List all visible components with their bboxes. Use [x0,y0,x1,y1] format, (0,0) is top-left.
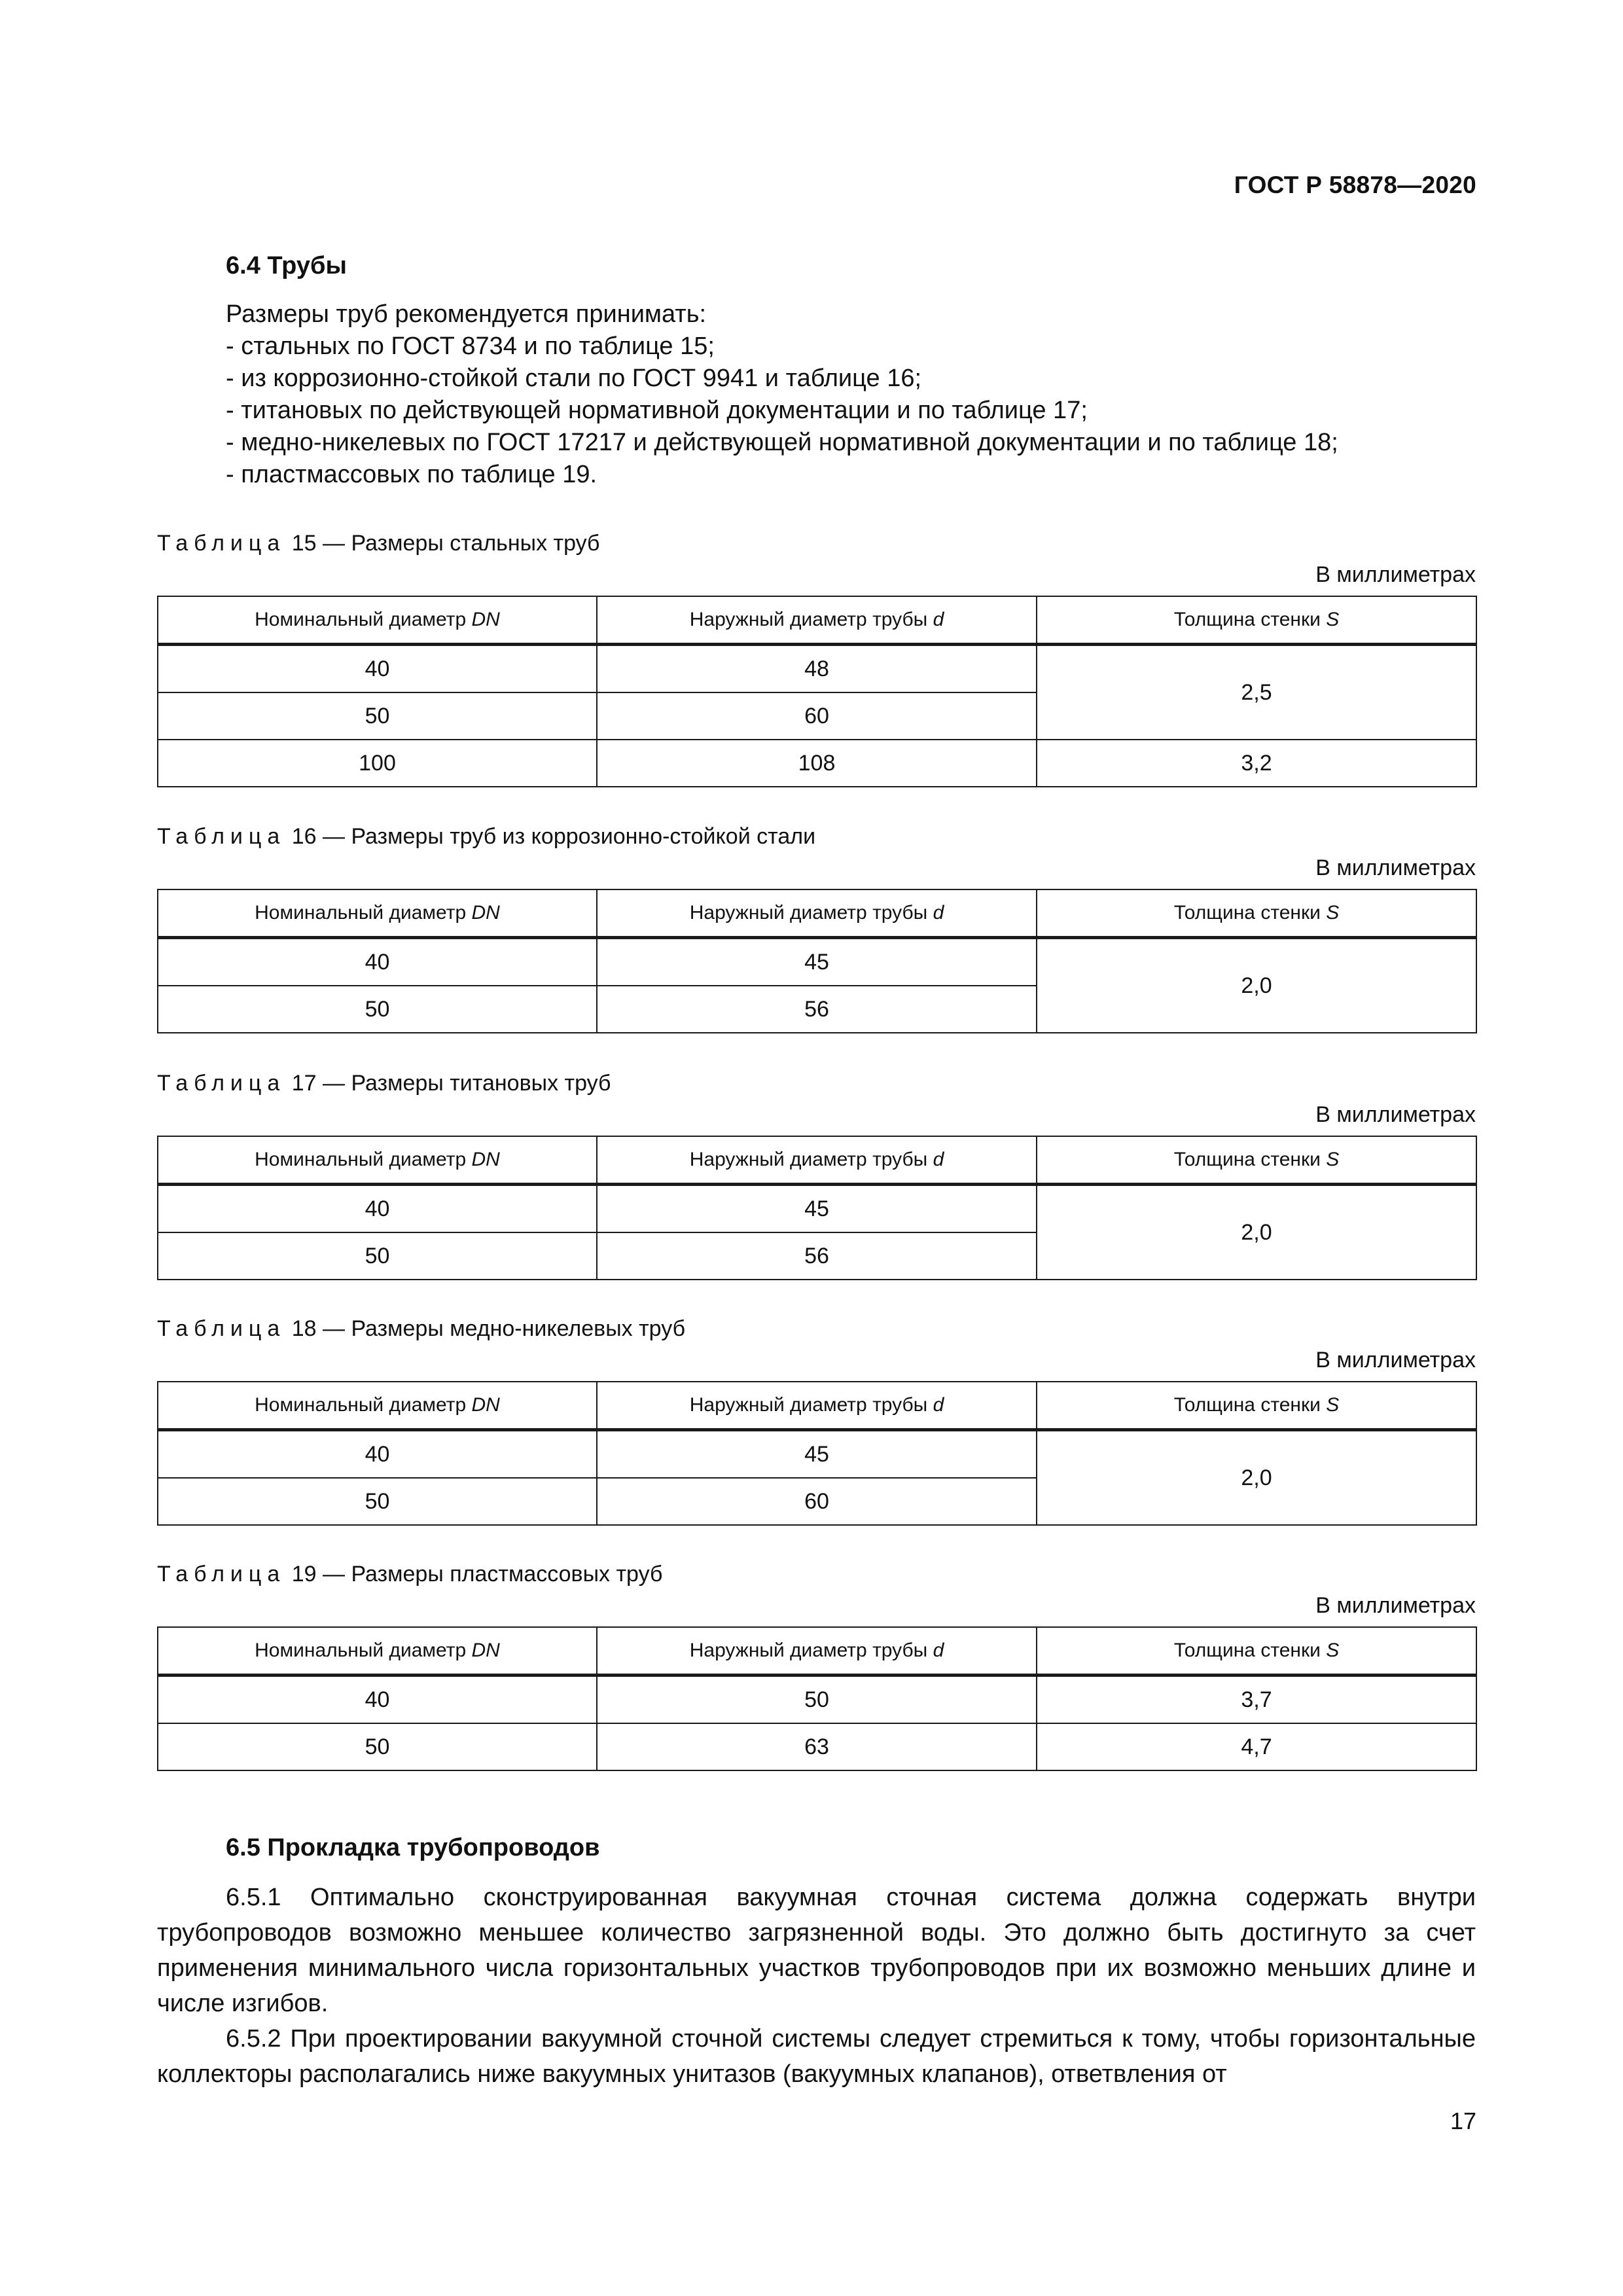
cell-dn: 50 [158,1478,597,1525]
table-18 [157,1314,1476,1526]
table-row [158,740,1476,787]
cell-d: 60 [597,1478,1037,1525]
cell-s-merged: 2,5 [1037,645,1476,740]
paragraph-6-5-2: 6.5.2 При проектировании вакуумной сточной системы следует стремиться к тому, чтобы горизонтальные коллекторы располагались ниже вакуумных унитазов (вакуумных клапанов), ответвления от [157,2025,1476,2088]
cell-dn: 50 [158,692,597,740]
cell-d: 63 [597,1723,1037,1770]
section-6-4-title: 6.4 Трубы [226,252,347,279]
table-row [158,1430,1476,1479]
header-wall-thickness: Толщина стенки S [1037,1382,1476,1430]
list-item: - титановых по действующей нормативной документации и по таблице 17; [226,397,1088,424]
units-label: В миллиметрах [1315,855,1476,880]
header-wall-thickness: Толщина стенки S [1037,889,1476,938]
table-header-row [158,1627,1476,1676]
cell-dn: 50 [158,986,597,1033]
table-row [158,1676,1476,1724]
list-item: - стальных по ГОСТ 8734 и по таблице 15; [226,332,715,360]
cell-dn: 50 [158,1723,597,1770]
table-caption: Таблица 18 — Размеры медно-никелевых труб [157,1316,686,1341]
table-row [158,938,1476,986]
section-6-5-body [157,1880,1476,2092]
titanium-pipe-table [157,1136,1477,1280]
document-code: ГОСТ Р 58878—2020 [1234,171,1476,198]
cell-d: 50 [597,1676,1037,1724]
table-16 [157,822,1476,1033]
cell-s: 3,7 [1037,1676,1476,1724]
cell-dn: 100 [158,740,597,787]
cell-s: 3,2 [1037,740,1476,787]
header-outer-diameter: Наружный диаметр трубы d [597,1382,1037,1430]
cell-d: 45 [597,938,1037,986]
paragraph-6-5-1: 6.5.1 Оптимально сконструированная вакуумная сточная система должна содержать внутри трубопроводов возможно меньшее количество загрязненной воды. Это должно быть достигнуто за счет применения минимального числа горизонтальных участков трубопроводов при их возможно меньших длине и числе изгибов. [157,1884,1476,2017]
table-header-row [158,596,1476,645]
units-label: В миллиметрах [1315,1102,1476,1127]
cell-d: 108 [597,740,1037,787]
cell-s: 4,7 [1037,1723,1476,1770]
table-row [158,1723,1476,1770]
cell-d: 56 [597,1232,1037,1280]
page-number: 17 [1450,2108,1476,2134]
cell-d: 60 [597,692,1037,740]
units-label: В миллиметрах [1315,1348,1476,1372]
table-header-row [158,889,1476,938]
cell-s-merged: 2,0 [1037,1430,1476,1526]
table-17 [157,1069,1476,1280]
units-label: В миллиметрах [1315,562,1476,587]
cell-dn: 40 [158,645,597,693]
table-19 [157,1560,1476,1771]
header-nominal-diameter: Номинальный диаметр DN [158,889,597,938]
cell-d: 45 [597,1430,1037,1479]
cell-dn: 40 [158,938,597,986]
table-header-row [158,1382,1476,1430]
intro-text: Размеры труб рекомендуется принимать: [226,300,707,328]
list-item: - медно-никелевых по ГОСТ 17217 и действующей нормативной документации и по таблице 18; [226,429,1338,456]
cell-dn: 40 [158,1430,597,1479]
cell-dn: 40 [158,1185,597,1233]
header-wall-thickness: Толщина стенки S [1037,1627,1476,1676]
cell-dn: 50 [158,1232,597,1280]
steel-pipe-table [157,596,1477,787]
header-outer-diameter: Наружный диаметр трубы d [597,1136,1037,1185]
copper-nickel-pipe-table [157,1381,1477,1526]
table-caption: Таблица 15 — Размеры стальных труб [157,531,600,556]
table-caption: Таблица 17 — Размеры титановых труб [157,1071,611,1096]
table-caption: Таблица 19 — Размеры пластмассовых труб [157,1562,663,1587]
cell-d: 48 [597,645,1037,693]
cell-dn: 40 [158,1676,597,1724]
pipe-standards-list [226,331,1338,491]
table-row [158,645,1476,693]
header-nominal-diameter: Номинальный диаметр DN [158,596,597,645]
units-label: В миллиметрах [1315,1593,1476,1618]
table-header-row [158,1136,1476,1185]
plastic-pipe-table [157,1626,1477,1771]
stainless-pipe-table [157,889,1477,1033]
header-outer-diameter: Наружный диаметр трубы d [597,889,1037,938]
table-caption: Таблица 16 — Размеры труб из коррозионно-стойкой стали [157,824,816,849]
cell-d: 45 [597,1185,1037,1233]
cell-d: 56 [597,986,1037,1033]
header-wall-thickness: Толщина стенки S [1037,596,1476,645]
header-nominal-diameter: Номинальный диаметр DN [158,1627,597,1676]
header-outer-diameter: Наружный диаметр трубы d [597,1627,1037,1676]
header-nominal-diameter: Номинальный диаметр DN [158,1136,597,1185]
section-6-4-intro [226,298,1338,491]
list-item: - пластмассовых по таблице 19. [226,461,597,488]
cell-s-merged: 2,0 [1037,938,1476,1033]
section-6-5-title: 6.5 Прокладка трубопроводов [226,1834,600,1861]
header-outer-diameter: Наружный диаметр трубы d [597,596,1037,645]
header-wall-thickness: Толщина стенки S [1037,1136,1476,1185]
table-15 [157,529,1476,787]
list-item: - из коррозионно-стойкой стали по ГОСТ 9941 и таблице 16; [226,365,922,392]
table-row [158,1185,1476,1233]
cell-s-merged: 2,0 [1037,1185,1476,1280]
header-nominal-diameter: Номинальный диаметр DN [158,1382,597,1430]
